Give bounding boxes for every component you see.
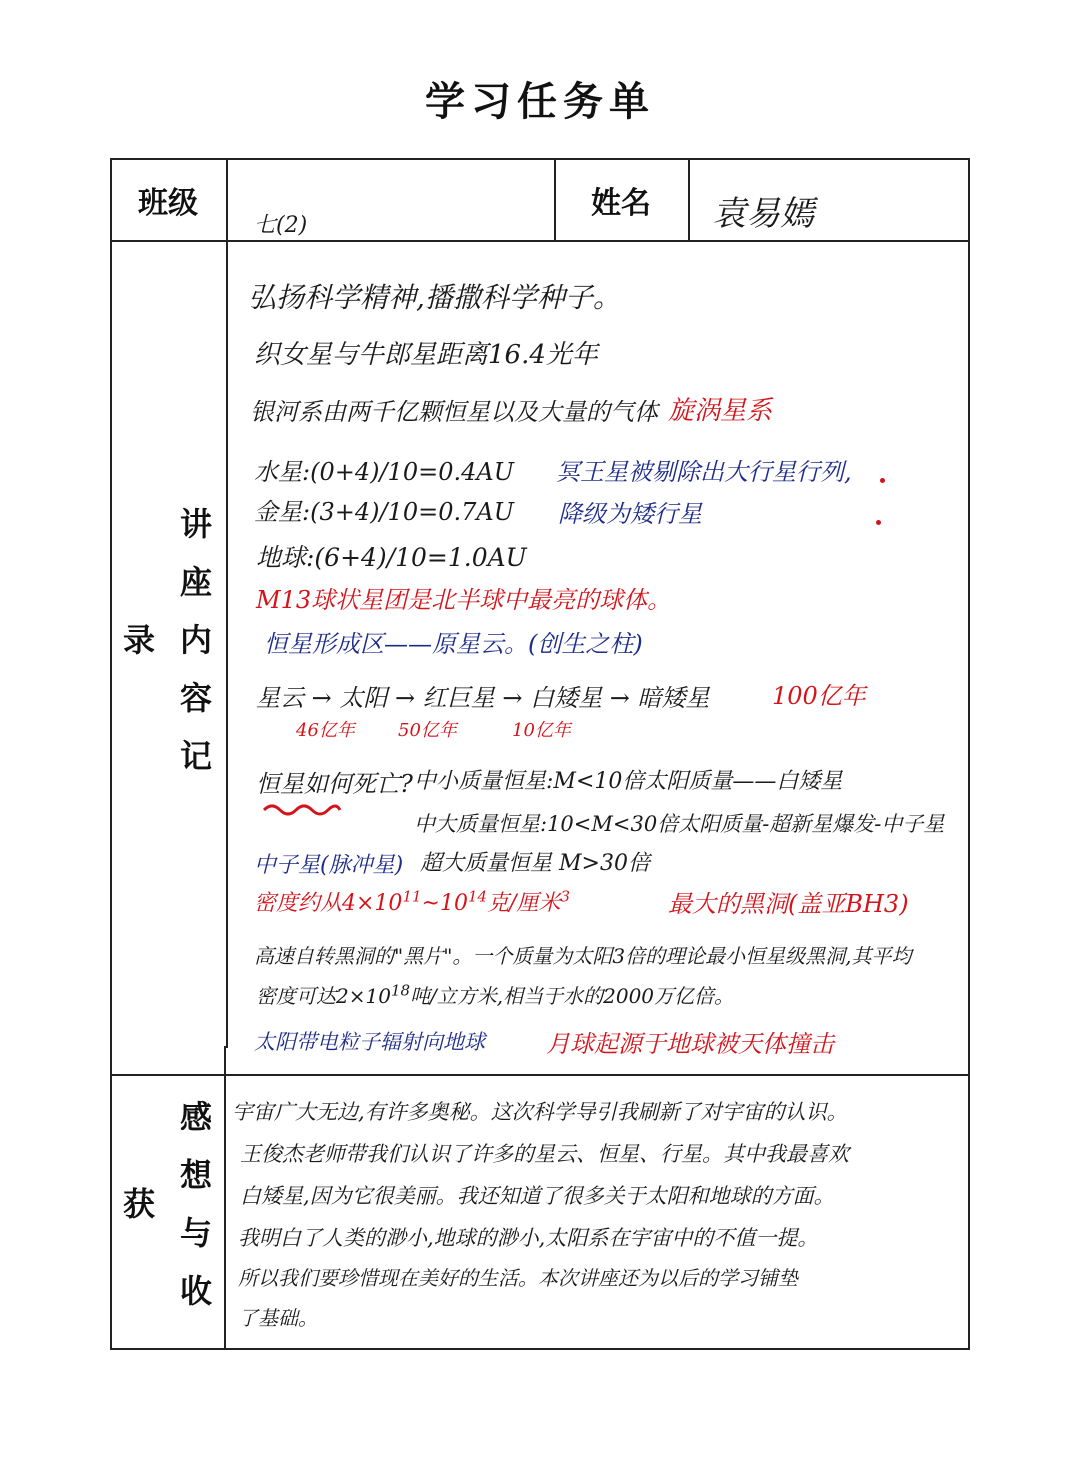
- density-exp-a: 11: [402, 887, 422, 906]
- note-line: 织女星与牛郎星距离16.4光年: [254, 340, 598, 370]
- density-text-a: 密度约从4×10: [254, 891, 403, 916]
- note-line: 高速自转黑洞的"黑片"。一个质量为太阳3倍的理论最小恒星级黑洞,其平均: [254, 944, 912, 968]
- note-line: 金星:(3+4)/10=0.7AU: [254, 498, 514, 526]
- density2-exp: 18: [390, 981, 411, 1000]
- reflection-line: 我明白了人类的渺小,地球的渺小,太阳系在宇宙中的不值一提。: [238, 1226, 819, 1250]
- note-line: 地球:(6+4)/10=1.0AU: [256, 543, 527, 572]
- reflection-line: 白矮星,因为它很美丽。我还知道了很多关于太阳和地球的方面。: [240, 1184, 835, 1208]
- note-line: 银河系由两千亿颗恒星以及大量的气体: [250, 398, 658, 426]
- reflection-line: 所以我们要珍惜现在美好的生活。本次讲座还为以后的学习铺垫: [238, 1266, 798, 1290]
- wavy-underline: [262, 800, 342, 816]
- note-line-red: 46亿年: [296, 720, 355, 741]
- density-unit-exp: 3: [560, 887, 571, 906]
- note-line-blue: 冥王星被剔除出大行星行列,: [556, 458, 852, 486]
- note-line-red: 10亿年: [512, 720, 571, 741]
- note-line-red: 旋涡星系: [668, 396, 773, 426]
- reflection-line: 王俊杰老师带我们认识了许多的星云、恒星、行星。其中我最喜欢: [240, 1142, 849, 1166]
- density-text-b: ~10: [421, 891, 468, 916]
- table-border-bottom: [110, 1348, 970, 1350]
- note-line: 恒星如何死亡?: [256, 770, 413, 798]
- note-line-blue: 恒星形成区——原星云。(创生之柱): [264, 630, 643, 658]
- lecture-section-label: 讲座内容记录: [118, 507, 213, 797]
- class-value: 七(2): [254, 213, 308, 238]
- row-divider: [110, 1074, 970, 1076]
- ink-dot: [876, 520, 881, 525]
- reflection-section-label: 感想与收获: [118, 1100, 213, 1332]
- label-column-divider: [226, 160, 228, 1048]
- note-line-red: 月球起源于地球被天体撞击: [546, 1030, 834, 1058]
- reflection-line: 了基础。: [238, 1306, 318, 1330]
- note-line: 中小质量恒星:M<10倍太阳质量——白矮星: [414, 769, 843, 794]
- note-line-blue: 中子星(脉冲星): [254, 853, 404, 878]
- density-note-2: [256, 980, 734, 1009]
- density-note: [254, 886, 570, 917]
- note-line: 星云 → 太阳 → 红巨星 → 白矮星 → 暗矮星: [256, 684, 710, 712]
- note-line: 水星:(0+4)/10=0.4AU: [254, 458, 514, 486]
- density2-text-a: 密度可达2×10: [256, 984, 391, 1008]
- density2-text-b: 吨/立方米,相当于水的2000万亿倍。: [410, 984, 735, 1008]
- ink-dot: [880, 478, 885, 483]
- row-divider: [112, 240, 970, 242]
- label-column-divider: [224, 1046, 226, 1350]
- class-label: 班级: [138, 186, 198, 221]
- note-line-red: M13球状星团是北半球中最亮的球体。: [256, 586, 672, 614]
- note-line-red: 100亿年: [772, 682, 866, 710]
- page-title: 学习任务单: [425, 79, 655, 125]
- header-divider: [688, 160, 690, 240]
- name-label: 姓名: [591, 186, 651, 221]
- note-line-blue: 太阳带电粒子辐射向地球: [254, 1030, 485, 1054]
- note-line: 弘扬科学精神,播撒科学种子。: [248, 281, 621, 314]
- name-value: 袁易嫣: [712, 194, 814, 234]
- note-line: 超大质量恒星 M>30倍: [420, 851, 650, 876]
- density-unit: 克/厘米: [487, 891, 561, 916]
- note-line: 中大质量恒星:10<M<30倍太阳质量-超新星爆发-中子星: [414, 812, 945, 836]
- reflection-line: 宇宙广大无边,有许多奥秘。这次科学导引我刷新了对宇宙的认识。: [232, 1100, 848, 1124]
- density-exp-b: 14: [467, 887, 488, 906]
- note-line-red: 最大的黑洞(盖亚BH3): [668, 890, 909, 918]
- table-border-right: [968, 1046, 970, 1350]
- note-line-blue: 降级为矮行星: [558, 500, 702, 528]
- note-line-red: 50亿年: [398, 720, 457, 741]
